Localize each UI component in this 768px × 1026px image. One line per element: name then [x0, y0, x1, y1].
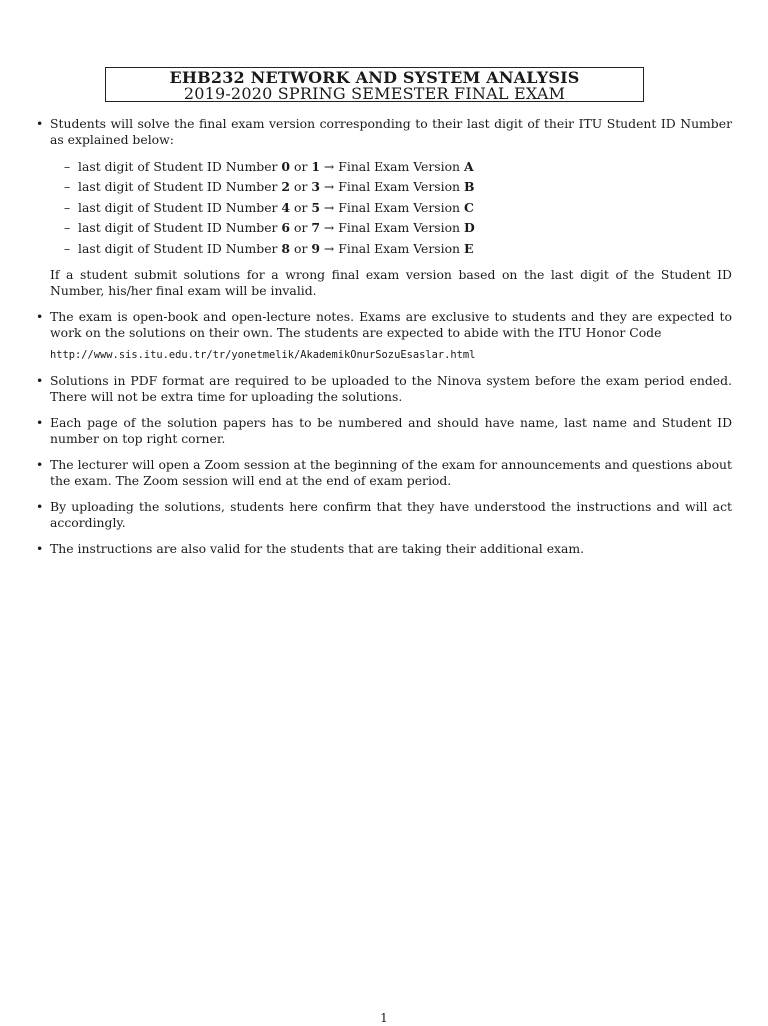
- digit: 9: [311, 240, 320, 256]
- zoom-session-text: The lecturer will open a Zoom session at the beginning of the exam for announcements and questions about the exam. The Zoom session will end at the end of exam period.: [50, 457, 732, 489]
- invalid-version-note: If a student submit solutions for a wrong final exam version based on the last digit of the Student ID Number, his/her final exam will be invalid.: [50, 267, 732, 299]
- version-label: Final Exam Version: [338, 199, 461, 215]
- version-mapping-item: [64, 239, 732, 259]
- version-label: Final Exam Version: [338, 159, 461, 174]
- version-prefix: last digit of Student ID Number: [78, 159, 278, 174]
- version-label: Final Exam Version: [338, 220, 461, 236]
- digit: 7: [311, 220, 320, 236]
- additional-exam-text: The instructions are also valid for the students that are taking their additional exam.: [50, 541, 585, 557]
- version-mapping-item: [64, 157, 732, 177]
- confirm-text: By uploading the solutions, students here confirm that they have understood the instructions and will act accordingly.: [50, 499, 732, 531]
- digit: 4: [281, 199, 291, 215]
- page-number: 1: [380, 1011, 388, 1025]
- or-word: or: [294, 159, 308, 174]
- version-mapping-item: [64, 198, 732, 218]
- version-intro-text: Students will solve the final exam version corresponding to their last digit of their ITU Student ID Number as explained below:: [50, 116, 732, 147]
- digit: 1: [311, 159, 320, 174]
- page-numbering-text: Each page of the solution papers has to be numbered and should have name, last name and Student ID number on top right corner.: [50, 415, 732, 447]
- digit: 0: [281, 159, 291, 174]
- version-letter: B: [463, 179, 475, 195]
- version-prefix: last digit of Student ID Number: [78, 220, 278, 236]
- instruction-additional-exam: [36, 541, 732, 557]
- or-word: or: [294, 240, 308, 256]
- digit: 8: [281, 240, 291, 256]
- or-word: or: [294, 220, 308, 236]
- course-title: EHB232 NETWORK AND SYSTEM ANALYSIS: [169, 68, 580, 87]
- version-letter: D: [463, 220, 475, 236]
- right-arrow-icon: →: [323, 199, 335, 215]
- or-word: or: [294, 179, 308, 195]
- instruction-zoom-session: [36, 457, 732, 489]
- version-label: Final Exam Version: [338, 179, 461, 195]
- version-mapping-item: [64, 218, 732, 238]
- pdf-upload-text: Solutions in PDF format are required to be uploaded to the Ninova system before the exam period ended. There will not be extra time for uploading the solutions.: [50, 373, 732, 405]
- version-prefix: last digit of Student ID Number: [78, 240, 278, 256]
- right-arrow-icon: →: [323, 240, 335, 256]
- instruction-page-numbering: [36, 415, 732, 447]
- version-mapping-list: [64, 157, 732, 259]
- instructions-list: [36, 116, 732, 567]
- digit: 3: [311, 179, 320, 195]
- digit: 5: [311, 199, 320, 215]
- version-letter: E: [463, 240, 474, 256]
- open-book-text: The exam is open-book and open-lecture notes. Exams are exclusive to students and they are expected to work on the solutions on their own. The students are expected to abide with the ITU Honor Code: [50, 309, 732, 341]
- exam-subtitle: 2019-2020 SPRING SEMESTER FINAL EXAM: [183, 84, 566, 103]
- digit: 2: [281, 179, 291, 195]
- instruction-confirm: [36, 499, 732, 531]
- instruction-open-book: [36, 309, 732, 363]
- right-arrow-icon: →: [323, 179, 335, 195]
- version-letter: A: [463, 159, 474, 174]
- version-label: Final Exam Version: [338, 240, 461, 256]
- honor-code-url: http://www.sis.itu.edu.tr/tr/yonetmelik/AkademikOnurSozuEsaslar.html: [50, 349, 476, 362]
- version-prefix: last digit of Student ID Number: [78, 199, 278, 215]
- exam-title-box: [105, 67, 644, 102]
- version-prefix: last digit of Student ID Number: [78, 179, 278, 195]
- digit: 6: [281, 220, 291, 236]
- instruction-version-selection: [36, 116, 732, 299]
- version-letter: C: [463, 199, 474, 215]
- or-word: or: [294, 199, 308, 215]
- right-arrow-icon: →: [323, 159, 335, 174]
- version-mapping-item: [64, 177, 732, 197]
- instruction-pdf-upload: [36, 373, 732, 405]
- right-arrow-icon: →: [323, 220, 335, 236]
